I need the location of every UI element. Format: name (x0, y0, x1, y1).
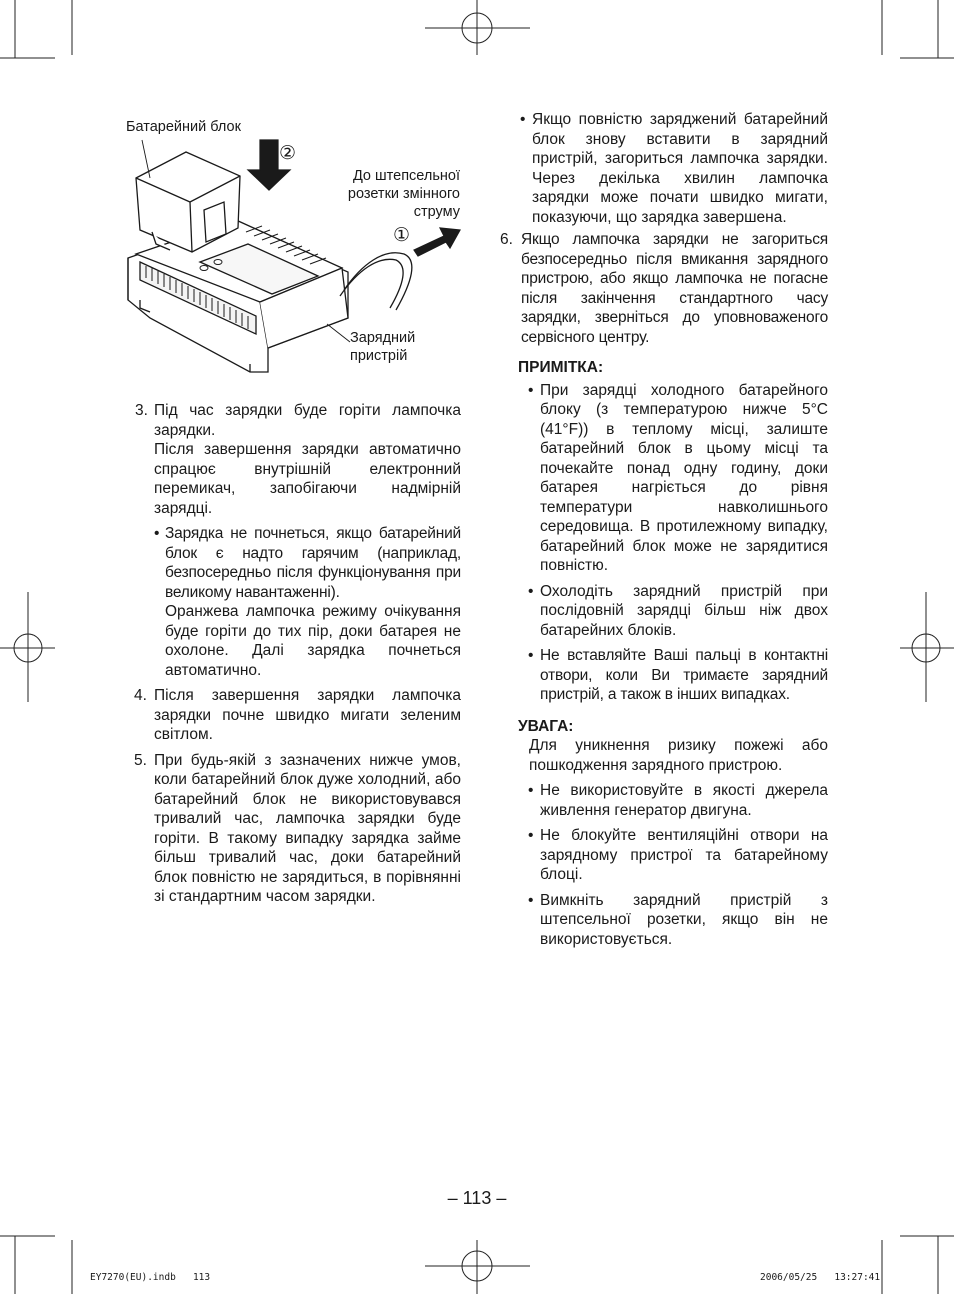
caution-heading: УВАГА: (518, 717, 574, 735)
bullet: • (528, 891, 534, 909)
list-number: 6. (500, 231, 513, 248)
charger-label-line2: пристрій (350, 348, 408, 364)
bullet: • (520, 111, 526, 128)
list-number: 4. (134, 687, 147, 704)
charger-label-line1: Зарядний (350, 330, 416, 346)
item3-bullet-text-2: Оранжева лампочка режиму очікування буде горіти до тих пір, доки батарея не охолоне. Далі зарядка почнеться автоматично. (165, 603, 461, 679)
list-number: 3. (135, 402, 148, 419)
item5-text: При будь-якій з зазначених нижче умов, коли батарейний блок дуже холодний, або батарейний блок не використовувався тривалий час, лампочка зарядки буде горіти. В такому випадку зарядка займе більш тривалий час, доки батарейний блок повністю не зарядиться, в порівнянні зі стандартним часом зарядки. (154, 751, 461, 905)
list-item-4 (130, 686, 461, 745)
item3-bullet-text: Зарядка не почнеться, якщо батарейний блок є надто гарячим (наприклад, безпосередньо після функціонування при великому навантаженні). (165, 525, 461, 601)
item6-text: Якщо лампочка зарядки не загориться безпосередньо після вмикання зарядного пристрою, або якщо лампочка не погасне після закінчення стандартного часу зарядки, зверніться до уповноваженого сервісного центру. (521, 231, 828, 346)
item3-text-2: Після завершення зарядки автоматично спрацює внутрішній електронний перемикач, запобігаючи надмірній зарядці. (154, 441, 461, 517)
bullet: • (154, 525, 160, 542)
slug-date: 2006/05/25 13:27:41 (760, 1272, 881, 1283)
list-item-3 (130, 401, 461, 680)
caution-text: Вимкніть зарядний пристрій з штепсельної розетки, якщо він не використовується. (540, 891, 828, 948)
note-list (500, 381, 828, 705)
bullet: • (528, 782, 534, 799)
caution-item (528, 826, 828, 885)
list-item-6 (500, 230, 828, 347)
caution-item (528, 781, 828, 820)
marker-1: ① (393, 224, 411, 246)
caution-text: Не блокуйте вентиляційні отвори на зарядному пристрої та батарейному блоці. (540, 827, 828, 883)
right-column (500, 110, 828, 949)
note-text: Охолодіть зарядний пристрій при послідовній зарядці більш ніж двох батарейних блоків. (540, 582, 828, 639)
note-text: Не вставляйте Ваші пальці в контактні отвори, коли Ви тримаєте зарядний пристрій, а також в інших випадках. (540, 647, 828, 703)
top-bullet-text: Якщо повністю заряджений батарейний блок знову вставити в зарядний пристрій, загориться лампочка зарядки. Через декілька хвилин лампочка зарядки може почати швидко мигати, показуючи, що зарядка завершена. (532, 111, 828, 226)
note-heading: ПРИМІТКА: (518, 359, 604, 376)
note-item (528, 646, 828, 705)
left-column (130, 401, 461, 907)
bullet: • (528, 647, 534, 664)
battery-label: Батарейний блок (126, 119, 241, 135)
bullet: • (528, 827, 534, 844)
list-item-5 (130, 751, 461, 907)
outlet-label: До штепсельної розетки змінного струму (347, 168, 460, 220)
bullet: • (528, 582, 534, 600)
bullet: • (528, 381, 534, 399)
caution-list (500, 781, 828, 949)
note-text: При зарядці холодного батарейного блоку (з температурою нижче 5°C (41°F)) в теплому місці, залиште батарейний блок в цьому місці та почекайте понад одну годину, доки батарея нагріється до рівня температури навколишнього середовища. В протилежному випадку, батарейний блок може не зарядитися повністю. (540, 381, 828, 574)
slug-file: EY7270(EU).indb 113 (90, 1272, 211, 1283)
top-bullet (500, 110, 828, 227)
note-item (528, 582, 828, 641)
caution-intro: Для уникнення ризику пожежі або пошкодження зарядного пристрою. (529, 737, 828, 774)
item3-bullet (154, 524, 461, 680)
item3-text: Під час зарядки буде горіти лампочка зарядки. (154, 402, 461, 439)
marker-2: ② (279, 142, 297, 164)
page-number: – 113 – (447, 1188, 507, 1208)
caution-text: Не використовуйте в якості джерела живлення генератор двигуна. (540, 782, 828, 819)
note-item (528, 381, 828, 576)
item4-text: Після завершення зарядки лампочка зарядки почне швидко мигати зеленим світлом. (154, 687, 461, 743)
list-number: 5. (134, 751, 147, 769)
caution-item (528, 891, 828, 950)
